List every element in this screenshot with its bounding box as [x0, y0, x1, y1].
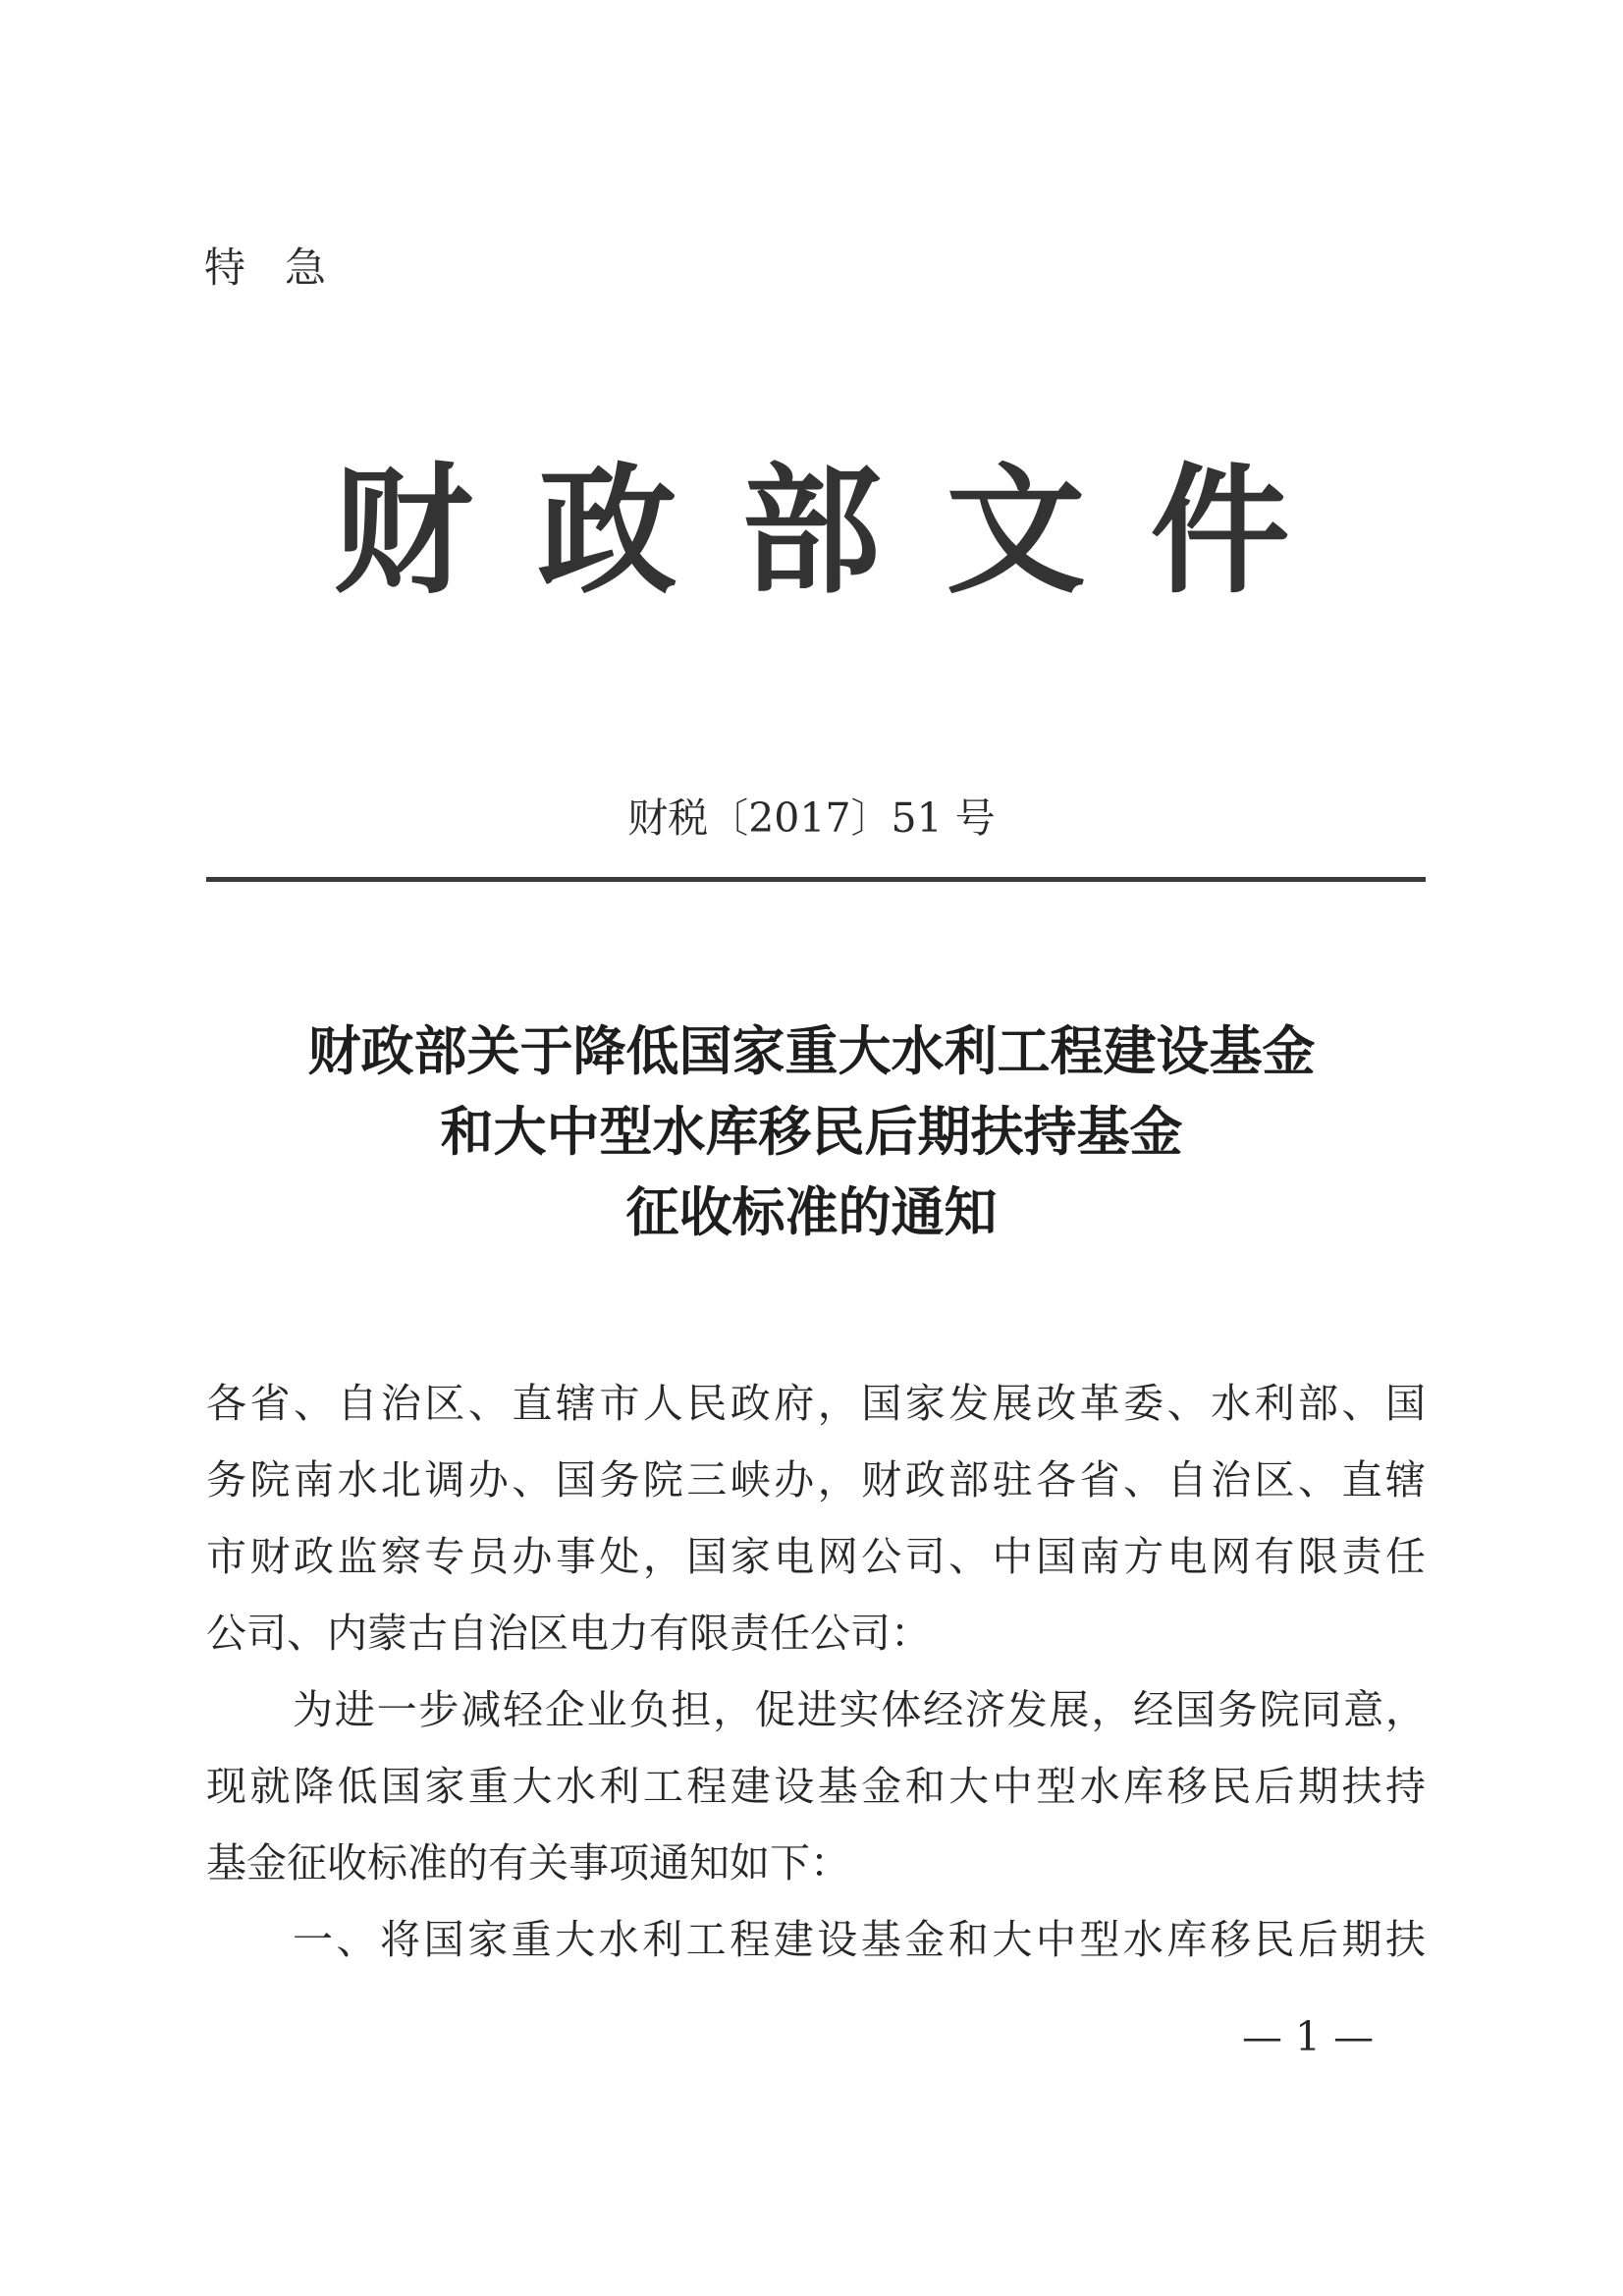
paragraph-line: 基金征收标准的有关事项通知如下： [206, 1839, 850, 1886]
paragraph-line: 为进一步减轻企业负担，促进实体经济发展，经国务院同意， [293, 1686, 1426, 1733]
document-number: 财税〔2017〕51 号 [627, 794, 996, 842]
header-divider [206, 877, 1426, 882]
page-number: — 1 — [1242, 2013, 1375, 2060]
title-line: 财政部关于降低国家重大水利工程建设基金 [307, 1020, 1316, 1082]
salutation-line: 务院南水北调办、国务院三峡办，财政部驻各省、自治区、直辖 [206, 1456, 1426, 1503]
salutation-line: 各省、自治区、直辖市人民政府，国家发展改革委、水利部、国 [206, 1380, 1426, 1427]
title-line: 征收标准的通知 [625, 1181, 998, 1243]
salutation-line: 公司、内蒙古自治区电力有限责任公司： [206, 1610, 931, 1657]
paragraph-line: 现就降低国家重大水利工程建设基金和大中型水库移民后期扶持 [206, 1763, 1426, 1810]
title-line: 和大中型水库移民后期扶持基金 [440, 1101, 1183, 1163]
issuer-heading: 财政部文件 [333, 450, 1355, 613]
document-title [0, 1011, 1623, 1253]
document-body [206, 1365, 1426, 1978]
paragraph-line: 一、将国家重大水利工程建设基金和大中型水库移民后期扶 [293, 1916, 1426, 1963]
salutation-line: 市财政监察专员办事处，国家电网公司、中国南方电网有限责任 [206, 1533, 1426, 1580]
urgency-mark: 特急 [204, 244, 366, 292]
